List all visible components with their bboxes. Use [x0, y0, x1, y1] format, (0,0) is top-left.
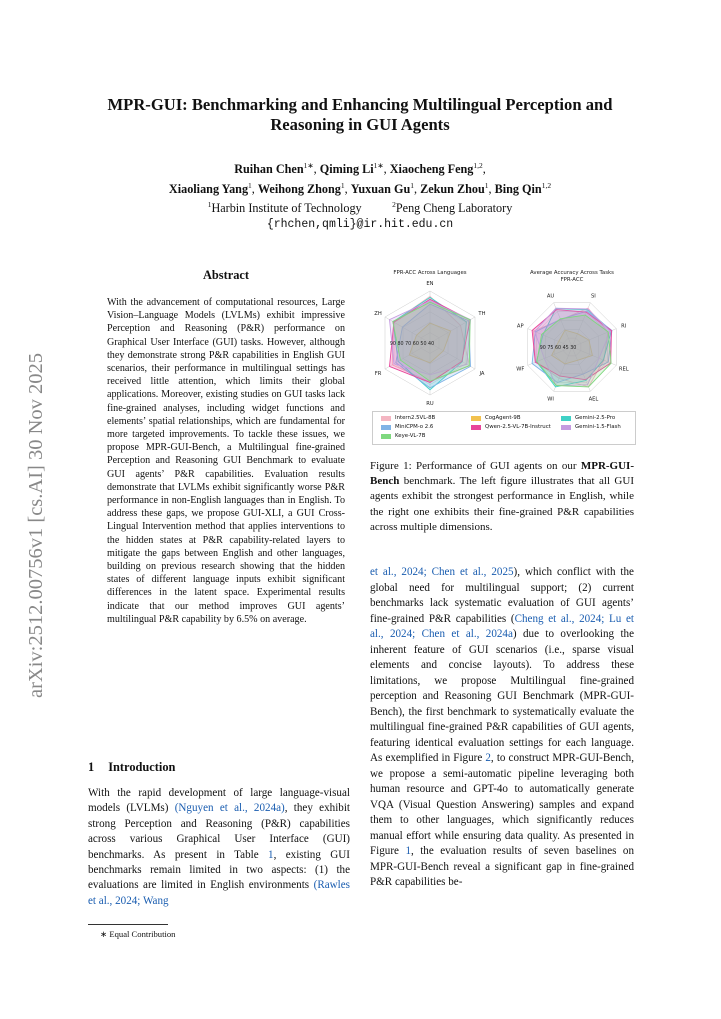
- right-radar-axis-label: AP: [516, 323, 524, 330]
- legend-swatch: [561, 425, 571, 430]
- left-radar-axis-label: EN: [426, 281, 434, 287]
- right-chart-title: Average Accuracy Across Tasks: [530, 270, 614, 276]
- citation-link[interactable]: (Rawles et al., 2024; Wang: [88, 879, 350, 907]
- author-line-1: Ruihan Chen$^{1∗}$, Qiming $Li^{1∗}$, Xiaocheng Feng$^{1,2}$,: [234, 161, 486, 177]
- intro-text: With the rapid development of large language-visual models (LVLMs): [88, 787, 350, 815]
- left-radar-axis-label: ZH: [374, 311, 382, 317]
- legend-label: MiniCPM-o 2.6: [395, 424, 434, 430]
- author-sup: 1∗: [373, 161, 384, 170]
- affil-sup: 2: [392, 200, 396, 210]
- section-title: Introduction: [108, 760, 176, 774]
- paper-title: MPR-GUI: Benchmarking and Enhancing Multilingual Perception and Reasoning in GUI Agents: [107, 95, 613, 134]
- legend-swatch: [381, 434, 391, 439]
- right-radar-axis-label: RI: [621, 323, 627, 330]
- abstract-text: With the advancement of computational resources, Large Vision–Language Models (LVLMs) exhibit impressive Perception and Reasoning (P&R) performance on Graphical User Interface (GUI) tasks. However, although they demonstrate strong P&R capabilities in English GUI scenarios, their performance in multilingual settings has received little attention, which limits their global applications. Moreover, existing studies on GUI tasks lack fine-grained analyses, including widget functions and elements’ spatial relationships, which are fundamental for more targeted improvements. To tackle these issues, we propose MPR-GUI-Bench, a Multilingual fine-grained Perception and Reasoning GUI Benchmark to evaluate GUI agents’ P&R capabilities. Evaluation results demonstrate that LVLMs exhibit significantly worse P&R performance in non-English languages than in English. To address these gaps, we propose GUI-XLI, a GUI Cross-Lingual Intervention method that applies interventions to the hidden states at P&R capability-related layers to mitigate the gaps between English and other languages, building on previous research showing that the hidden states of different language inputs exhibit significant differences in the latent space. Experimental results indicate that our method improves GUI agents’ multilingual P&R capability by 6.5% on average.: [107, 297, 345, 625]
- arxiv-stamp-text: arXiv:2512.00756v1 [cs.AI] 30 Nov 2025: [25, 352, 47, 698]
- right-radar-axis-label: WF: [516, 366, 525, 373]
- intro-paragraph: [88, 786, 350, 909]
- email: {rhchen,qmli}@ir.hit.edu.cn: [266, 217, 454, 231]
- abstract-heading: Abstract: [202, 268, 250, 282]
- legend-label: Qwen-2.5-VL-7B-Instruct: [485, 424, 551, 430]
- left-tick-labels: 90 80 70 60 50 40: [389, 342, 435, 347]
- author-sup: 1: [410, 180, 414, 190]
- author-sup: 1: [484, 180, 489, 190]
- legend-item: [561, 415, 615, 421]
- legend-label: CogAgent-9B: [485, 415, 521, 421]
- legend-item: [381, 415, 435, 421]
- caption-bold: MPR-GUI-Bench: [370, 460, 634, 488]
- author-sup: 1∗: [303, 161, 314, 170]
- caption-text: Performance of GUI agents on our: [411, 460, 581, 472]
- legend-swatch: [381, 425, 391, 430]
- body-text: , to construct MPR-GUI-Bench, we propose a semi-automatic pipeline leveraging both human resource and GPT-4o to automatically generate VQA (Visual Question Answering) samples and expand them to other languages, which significantly reduces manual effort while ensuring data quality. As presented in Figure: [370, 752, 634, 857]
- legend-item: [381, 433, 425, 439]
- author-line-2: Xiaoliang Yang$^1$, Weihong Zhong$^1$, Yuxuan Gu$^1$, Zekun Zhou$^1$, Bing Qin$^{1,2}$: [168, 180, 552, 196]
- legend-label: Gemini-1.5-Flash: [575, 424, 621, 430]
- right-tick-labels: 90 75 60 45 30: [539, 346, 577, 351]
- right-radar-axis-label: REL: [618, 366, 629, 373]
- right-radar-axis-label: WI: [547, 396, 554, 403]
- legend-item: [471, 415, 521, 421]
- footnote-rule: [88, 924, 168, 925]
- affil-sup: 1: [207, 200, 212, 210]
- body-text: ) due to overlooking the inherent feature of GUI scenarios (i.e., sparse visual elements and concise layouts). To address these limitations, we propose Multilingual fine-grained perception and Reasoning GUI Benchmark (MPR-GUI-Bench), the first benchmark to systematically evaluate the multilingual fine-grained P&R capabilities of GUI agents, featuring identical evaluation settings for each language. As exemplified in Figure: [370, 628, 634, 764]
- right-radar-axis-label: AEL: [588, 396, 599, 403]
- intro-text: , existing GUI benchmarks remain limited in two aspects: (1) the evaluations are limited in English environments: [88, 848, 350, 892]
- affiliation-2: Peng Cheng Laboratory: [395, 201, 513, 216]
- citation-link[interactable]: Cheng et al., 2024; Lu et al., 2024; Chen et al., 2024a: [370, 612, 634, 640]
- legend-swatch: [381, 416, 391, 421]
- legend-item: [381, 424, 433, 430]
- author-sup: 1,2: [541, 180, 552, 190]
- right-radar-axis-label: AU: [546, 293, 555, 300]
- legend-label: Keye-VL-7B: [395, 433, 426, 439]
- legend-swatch: [471, 416, 481, 421]
- left-chart-title: FPR-ACC Across Languages: [393, 270, 467, 276]
- table-ref-link[interactable]: 1: [268, 848, 274, 861]
- legend-label: Intern2.5VL-8B: [395, 415, 436, 421]
- author-name: Yuxuan Gu: [350, 181, 411, 196]
- author-name: Bing Qin: [494, 181, 542, 196]
- right-column-text: [370, 565, 634, 891]
- citation-link[interactable]: (Nguyen et al., 2024a): [174, 802, 285, 815]
- left-radar-axis-label: FR: [374, 371, 382, 377]
- author-sup: 1,2: [473, 161, 483, 170]
- legend-item: [561, 424, 621, 430]
- author-sup: 1: [248, 180, 252, 190]
- footnote: ∗ Equal Contribution: [100, 929, 176, 939]
- author-name: Weihong Zhong: [257, 181, 341, 196]
- intro-text: , they exhibit strong Perception and Reasoning (P&R) capabilities across various Graphical User Interface (GUI) benchmarks. As present in Table: [88, 802, 350, 861]
- legend-swatch: [561, 416, 571, 421]
- right-chart-subtitle: FPR-ACC: [560, 277, 584, 283]
- legend-item: [471, 424, 551, 430]
- left-radar-axis-label: RU: [426, 401, 434, 407]
- caption-label: Figure 1:: [370, 460, 412, 472]
- body-text: , the evaluation results of seven baselines on MPR-GUI-Bench reveal a significant gap in fine-grained P&R capabilities be-: [370, 845, 634, 888]
- section-heading: [88, 760, 175, 775]
- caption-text: benchmark. The left figure illustrates that all GUI agents exhibit the strongest performance in English, while the right one exhibits their fine-grained P&R capabilities across multiple dimensions.: [370, 475, 634, 533]
- author-name: Zekun Zhou: [420, 181, 485, 196]
- figure-legend: [372, 411, 636, 445]
- figure-caption: [370, 459, 634, 535]
- citation-link[interactable]: et al., 2024; Chen et al., 2025: [370, 566, 514, 578]
- left-radar-axis-label: TH: [478, 311, 486, 317]
- author-block: [80, 158, 640, 232]
- figure-ref-link[interactable]: 2: [485, 752, 491, 764]
- body-text: ), which conflict with the global need for multilingual support; (2) current benchmarks lack systematic evaluation of GUI agents’ fine-grained P&R capabilities (: [370, 566, 634, 625]
- figure-ref-link[interactable]: 1: [405, 845, 411, 857]
- affiliation-1: Harbin Institute of Technology: [211, 201, 362, 216]
- author-name: Xiaoliang Yang: [168, 181, 249, 196]
- author-name: Ruihan Chen: [234, 162, 304, 177]
- radar-charts: [368, 265, 638, 410]
- right-radar-axis-label: SI: [591, 293, 596, 300]
- left-radar-axis-label: JA: [479, 371, 485, 377]
- legend-label: Gemini-2.5-Pro: [575, 415, 616, 421]
- legend-swatch: [471, 425, 481, 430]
- arxiv-stamp: [8, 300, 52, 700]
- author-sup: 1: [340, 180, 345, 190]
- affiliation-line: [80, 197, 640, 217]
- author-name: Qiming Li: [319, 162, 374, 177]
- section-number: 1: [88, 760, 95, 774]
- author-name: Xiaocheng Feng: [389, 162, 474, 177]
